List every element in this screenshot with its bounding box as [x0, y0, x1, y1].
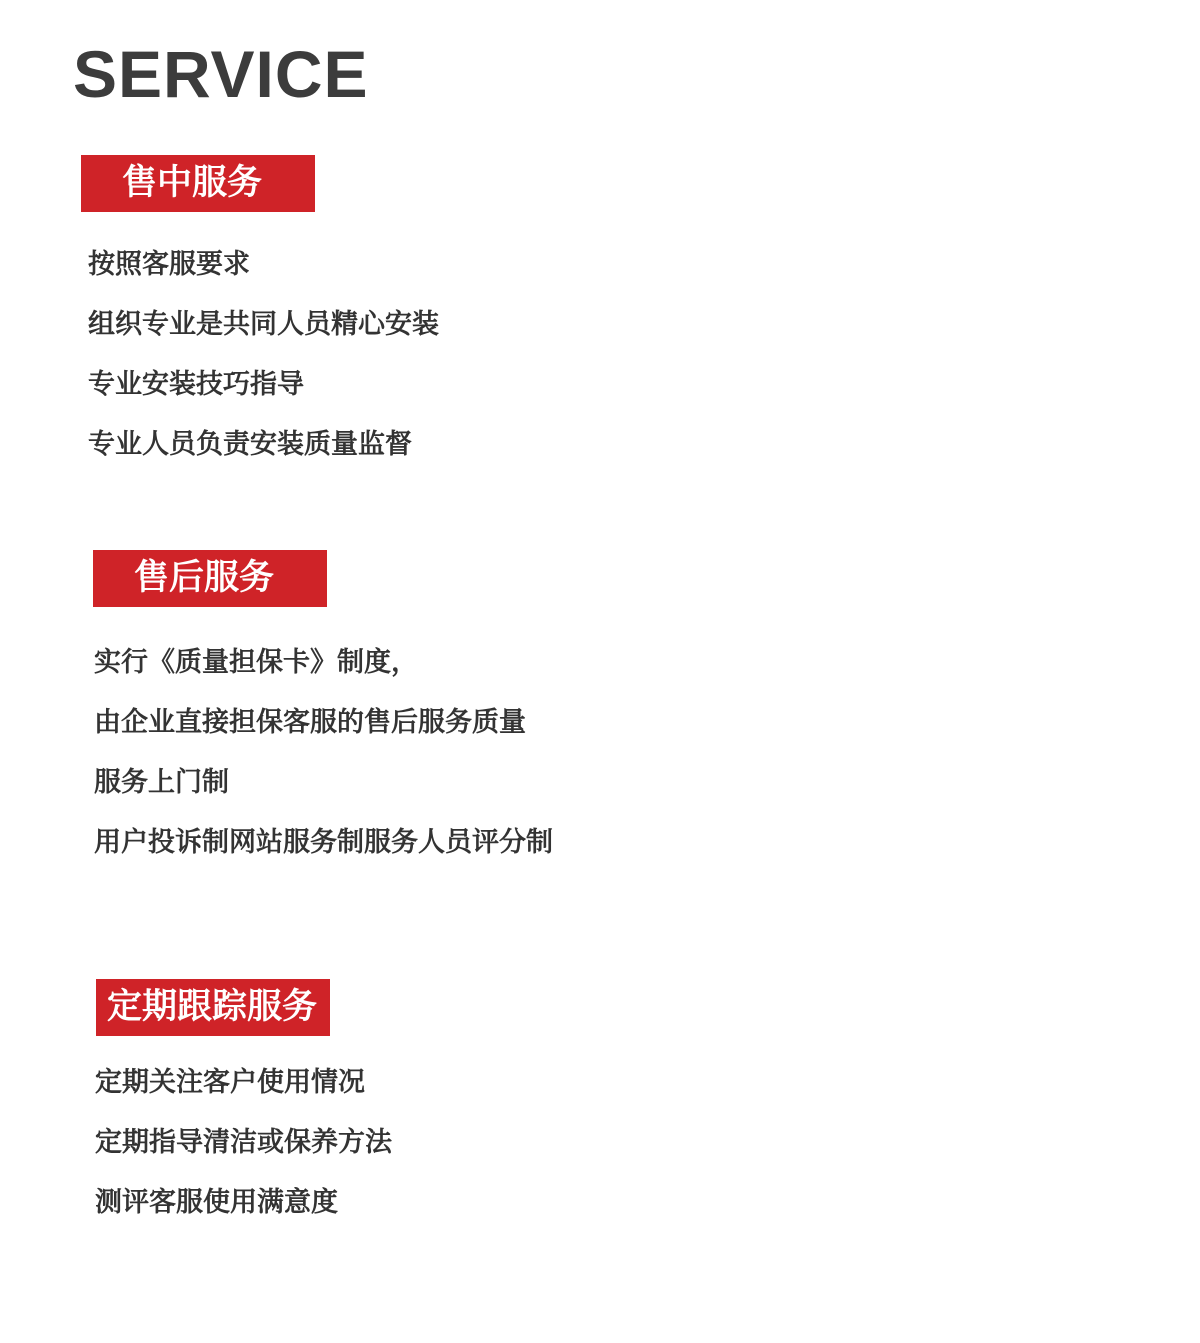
- list-item: 用户投诉制网站服务制服务人员评分制: [94, 827, 553, 858]
- list-item: 测评客服使用满意度: [95, 1187, 338, 1218]
- section-header-after-sale-service: [93, 550, 327, 607]
- list-item: 专业安装技巧指导: [88, 369, 304, 400]
- list-item: 实行《质量担保卡》制度，: [94, 647, 418, 678]
- section-header-in-sale-service: [81, 155, 315, 212]
- list-item: 服务上门制: [94, 767, 229, 798]
- follow-up-service-list: [95, 1053, 392, 1233]
- after-sale-service-list: [94, 633, 553, 873]
- list-item: 按照客服要求: [88, 249, 250, 280]
- section-heading-label: 售后服务: [134, 558, 275, 598]
- list-item: 组织专业是共同人员精心安装: [88, 309, 439, 340]
- section-heading-label: 定期跟踪服务: [107, 987, 318, 1027]
- list-item: 专业人员负责安装质量监督: [88, 429, 412, 460]
- list-item: 由企业直接担保客服的售后服务质量: [94, 707, 526, 738]
- section-heading-label: 售中服务: [122, 163, 263, 203]
- in-sale-service-list: [88, 235, 439, 475]
- section-header-follow-up-service: [96, 979, 330, 1036]
- list-item: 定期指导清洁或保养方法: [95, 1127, 392, 1158]
- page-title: SERVICE: [73, 37, 369, 111]
- list-item: 定期关注客户使用情况: [95, 1067, 365, 1098]
